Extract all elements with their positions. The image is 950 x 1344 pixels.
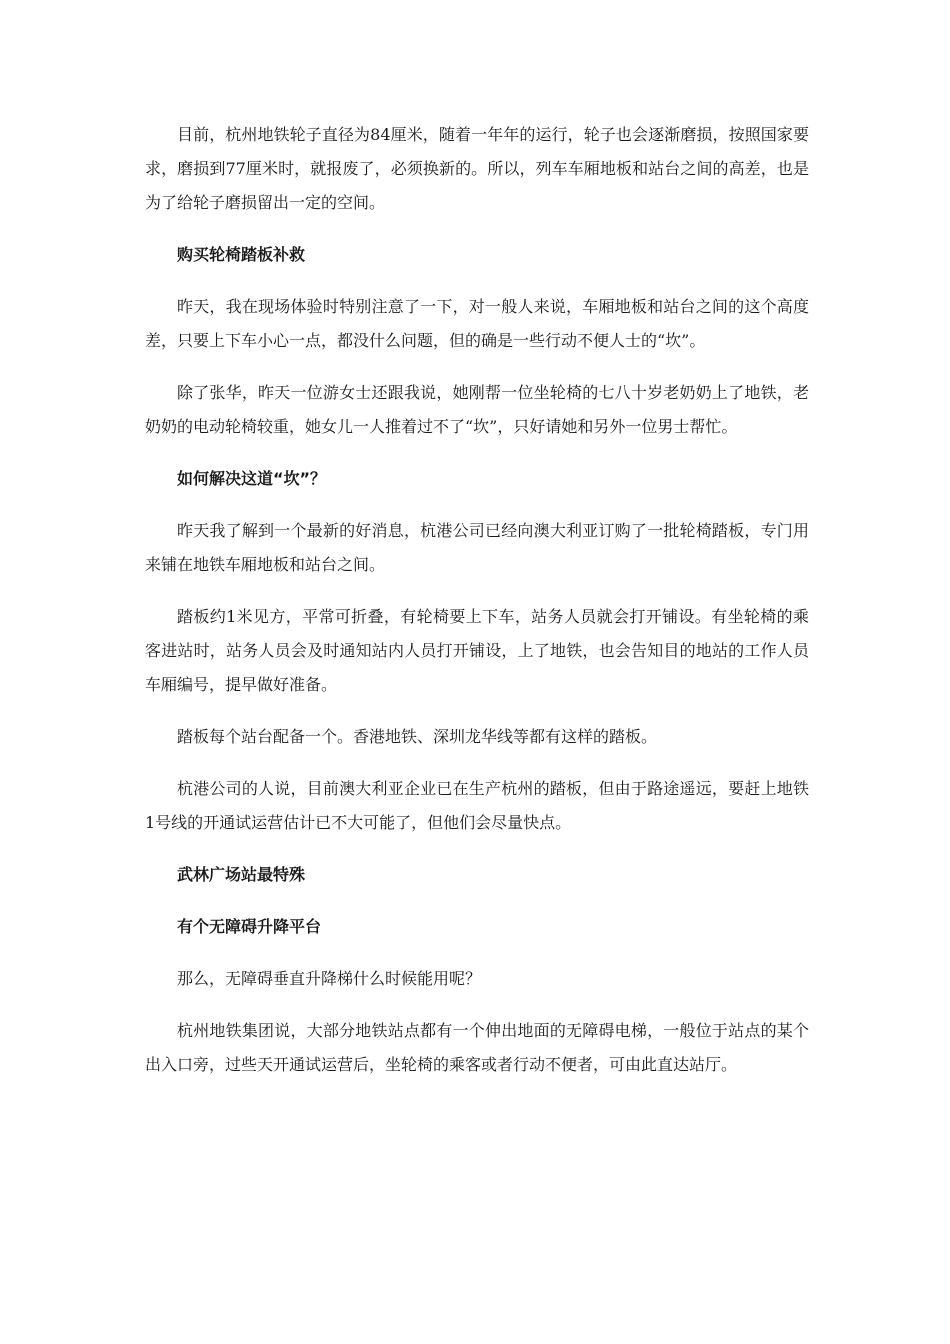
paragraph: 昨天我了解到一个最新的好消息，杭港公司已经向澳大利亚订购了一批轮椅踏板，专门用来铺在地铁车厢地板和站台之间。 [145,521,809,574]
section-subheading: 有个无障碍升降平台 [177,917,322,936]
paragraph: 踏板每个站台配备一个。香港地铁、深圳龙华线等都有这样的踏板。 [177,727,658,746]
paragraph: 那么，无障碍垂直升降梯什么时候能用呢？ [177,969,482,988]
section-heading: 购买轮椅踏板补救 [177,245,306,264]
section-heading: 如何解决这道“坎”？ [177,469,327,488]
paragraph: 踏板约1米见方，平常可折叠，有轮椅要上下车，站务人员就会打开铺设。有坐轮椅的乘客进站时，站务人员会及时通知站内人员打开铺设，上了地铁，也会告知目的地站的工作人员车厢编号，提早做好准备。 [145,607,809,694]
paragraph: 除了张华，昨天一位游女士还跟我说，她刚帮一位坐轮椅的七八十岁老奶奶上了地铁，老奶奶的电动轮椅较重，她女儿一人推着过不了“坎”，只好请她和另外一位男士帮忙。 [145,383,809,436]
paragraph: 杭州地铁集团说，大部分地铁站点都有一个伸出地面的无障碍电梯，一般位于站点的某个出入口旁，过些天开通试运营后，坐轮椅的乘客或者行动不便者，可由此直达站厅。 [145,1021,809,1074]
paragraph: 目前，杭州地铁轮子直径为84厘米，随着一年年的运行，轮子也会逐渐磨损，按照国家要求，磨损到77厘米时，就报废了，必须换新的。所以，列车车厢地板和站台之间的高差，也是为了给轮子磨损留出一定的空间。 [145,125,809,212]
paragraph: 昨天，我在现场体验时特别注意了一下，对一般人来说，车厢地板和站台之间的这个高度差，只要上下车小心一点，都没什么问题，但的确是一些行动不便人士的“坎”。 [145,297,809,350]
paragraph: 杭港公司的人说，目前澳大利亚企业已在生产杭州的踏板，但由于路途遥远，要赶上地铁1号线的开通试运营估计已不大可能了，但他们会尽量快点。 [145,779,809,832]
section-heading: 武林广场站最特殊 [177,865,306,884]
